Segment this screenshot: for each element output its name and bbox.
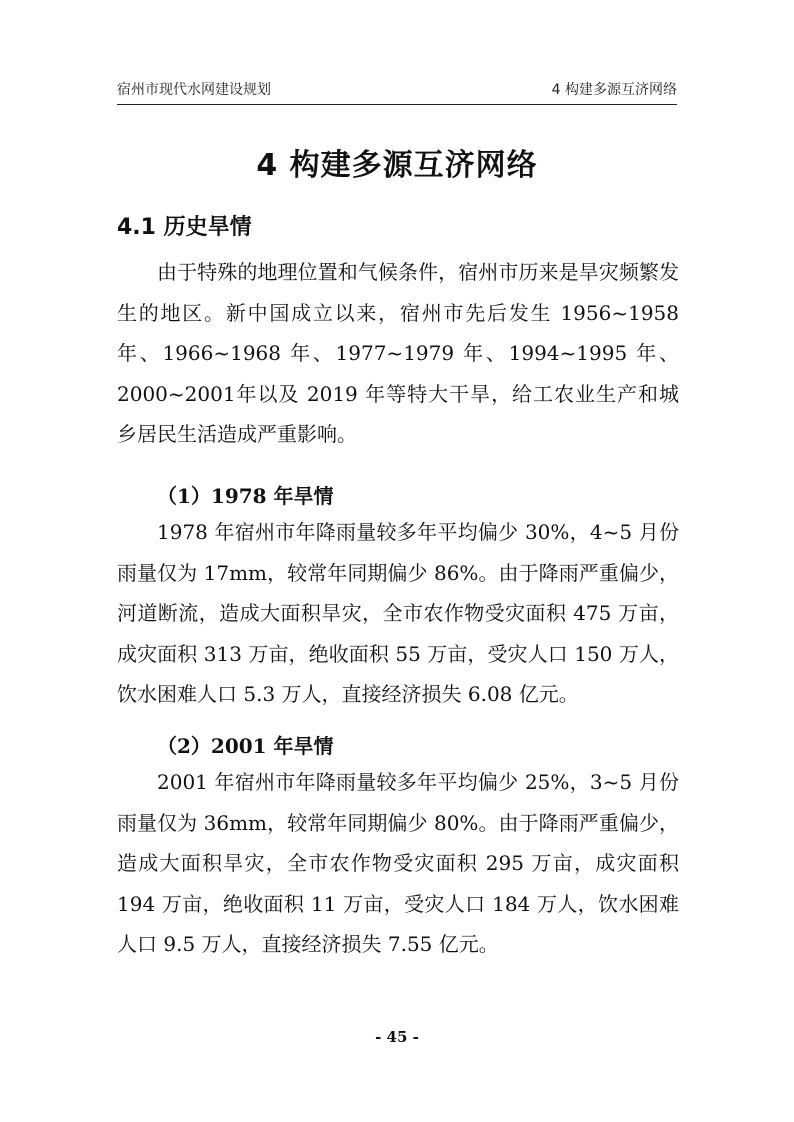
- running-header: [117, 80, 677, 105]
- section-title: 4.1 历史旱情: [117, 215, 252, 240]
- chapter-title: 4 构建多源互济网络: [256, 148, 538, 183]
- subheading-2001: （2）2001 年旱情: [157, 734, 334, 758]
- paragraph-1978: 1978 年宿州市年降雨量较多年平均偏少 30%，4~5 月份雨量仅为 17mm，较常年同期偏少 86%。由于降雨严重偏少，河道断流，造成大面积旱灾，全市农作物受灾面积 475 万亩，成灾面积 313 万亩，绝收面积 55 万亩，受灾人口 150 万人，饮水困难人口 5.3 万人，直接经济损失 6.08 亿元。: [117, 520, 679, 706]
- intro-paragraph: 由于特殊的地理位置和气候条件，宿州市历来是旱灾频繁发生的地区。新中国成立以来，宿州市先后发生 1956~1958年、1966~1968 年、1977~1979 年、1994~1995 年、2000~2001年以及 2019 年等特大干旱，给工农业生产和城乡居民生活造成严重影响。: [117, 260, 679, 446]
- subheading-1978: （1）1978 年旱情: [157, 484, 334, 508]
- header-document-title: 宿州市现代水网建设规划: [117, 82, 271, 98]
- page-number: - 45 -: [375, 1028, 419, 1046]
- header-chapter-title: 4 构建多源互济网络: [551, 82, 677, 98]
- paragraph-2001: 2001 年宿州市年降雨量较多年平均偏少 25%，3~5 月份雨量仅为 36mm，较常年同期偏少 80%。由于降雨严重偏少，造成大面积旱灾，全市农作物受灾面积 295 万亩，成灾面积194 万亩，绝收面积 11 万亩，受灾人口 184 万人，饮水困难人口 9.5 万人，直接经济损失 7.55 亿元。: [117, 770, 679, 956]
